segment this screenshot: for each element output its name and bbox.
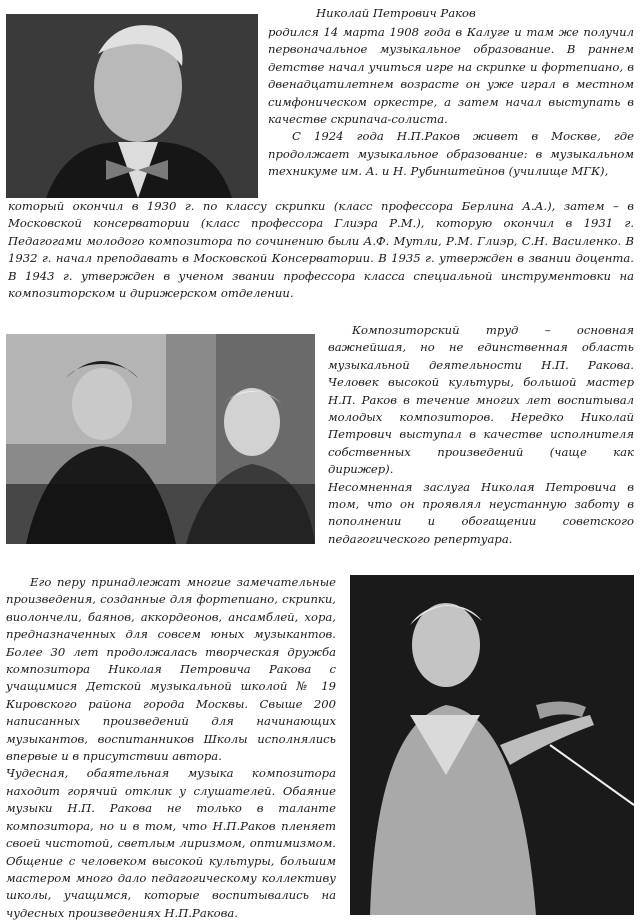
- portrait-photo: [6, 14, 258, 198]
- paragraph-music: Чудесная, обаятельная музыка композитора находит горячий отклик у слушателей. Обаяние музыки Н.П. Ракова не только в таланте композитора, но и в том, что Н.П.Раков пленяет своей чистотой, светлым лиризмом, оптимизмом. Общение с человеком высокой культуры, большим мастером много дало педагогическому коллективу школы, учащимся, которые воспитывались на чудесных произведениях Н.П.Ракова.: [6, 766, 336, 920]
- paragraph-works: Его перу принадлежат многие замечательные произведения, созданные для фортепиано, скрипки, виолончели, баянов, аккордеонов, ансамблей, хора, предназначенных для совсем юных музыкантов. Более 30 лет продолжалась творческая дружба композитора Николая Петровича Ракова с учащимися Детской музыкальной школой № 19 Кировского района города Москвы. Свыше 200 написанных произведений для начинающих музыкантов, воспитанников Школы исполнялись впервые и в присутствии автора.: [6, 575, 336, 764]
- paragraph-merit: Несомненная заслуга Николая Петровича в том, что он проявлял неустанную заботу в пополнении и обогащении советского педагогического репертуара.: [328, 479, 634, 546]
- composer-work: [328, 322, 634, 548]
- page-title: Николай Петрович Раков: [316, 6, 476, 20]
- paragraph-education: который окончил в 1930 г. по классу скрипки (класс профессора Берлина А.А.), затем – в Московской консерватории (класс профессора Глиэра Р.М.), которую окончил в 1931 г. Педагогами молодого композитора по сочинению были А.Ф. Мутли, Р.М. Глиэр, С.Н. Василенко. В 1932 г. начал преподавать в Московской Консерватории. В 1935 г. утвержден в звании доцента. В 1943 г. утвержден в ученом звании профессора класса специальной инструментовки на композиторском и дирижерском отделении.: [8, 199, 634, 301]
- conducting-photo: [350, 575, 634, 915]
- biography-intro: [268, 24, 634, 181]
- biography-continued: [8, 198, 634, 302]
- paragraph-birth: родился 14 марта 1908 года в Калуге и там же получил первоначальное музыкальное образование. В раннем детстве начал учиться игре на скрипке и фортепиано, в двенадцатилетнем возрасте он уже играл в местном симфоническом оркестре, а затем начал выступать в качестве скрипача-солиста.: [268, 25, 634, 127]
- piano-photo: [6, 334, 315, 544]
- paragraph-moscow: С 1924 года Н.П.Раков живет в Москве, где продолжает музыкальное образование: в музыкальном техникуме им. А. и Н. Рубинштейнов (училище МГК),: [268, 129, 634, 179]
- paragraph-composer: Композиторский труд – основная важнейшая, но не единственная область музыкальной деятельности Н.П. Ракова. Человек высокой культуры, большой мастер Н.П. Раков в течение многих лет воспитывал молодых композиторов. Нередко Николай Петрович выступал в качестве исполнителя собственных произведений (чаще как дирижер).: [328, 323, 634, 477]
- legacy-text: [6, 574, 336, 922]
